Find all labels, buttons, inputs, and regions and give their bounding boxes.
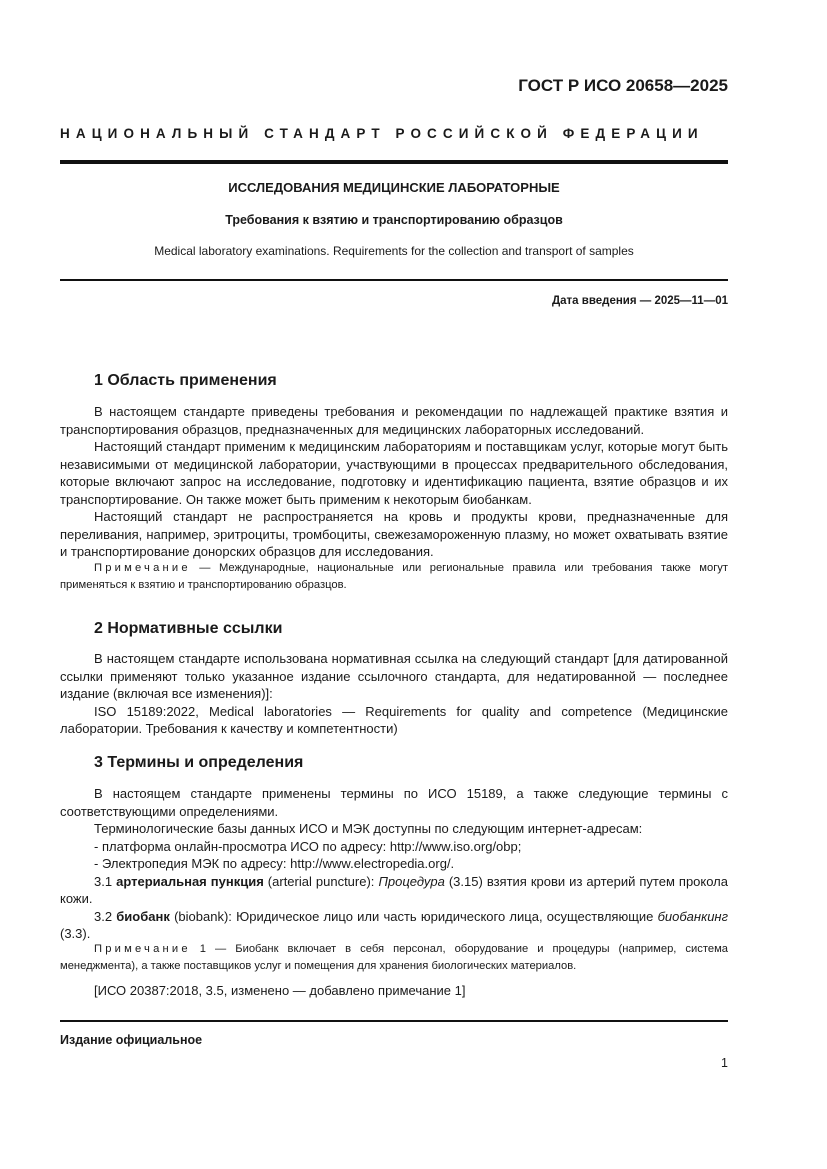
- section-2-body: [60, 650, 728, 738]
- introduction-date: Дата введения — 2025—11—01: [551, 295, 728, 307]
- term-3-1: 3.1 артериальная пункция (arterial puncture): Процедура (3.15) взятия крови из артерий путем прокола кожи.: [60, 873, 729, 906]
- document-subtitle: Требования к взятию и транспортированию образцов: [225, 213, 563, 227]
- section-3-body: [60, 785, 728, 943]
- note-text: — Международные, национальные или региональные правила или требования также могут применяться к взятию и транспортированию образцов.: [60, 562, 728, 591]
- footer-divider: [60, 1020, 728, 1022]
- note-text: 1 — Биобанк включает в себя персонал, оборудование и процедуры (например, система менеджмента), а также поставщиков услуг и помещения для хранения биологических материалов.: [60, 943, 728, 972]
- section-2-heading: 2 Нормативные ссылки: [94, 620, 283, 637]
- term-source: [ИСО 20387:2018, 3.5, изменено — добавлено примечание 1]: [94, 983, 466, 998]
- iso-obp-list-item: - платформа онлайн-просмотра ИСО по адресу: http://www.iso.org/obp;: [94, 838, 522, 854]
- title-divider: [60, 279, 728, 281]
- header-divider: [60, 160, 728, 164]
- section-1-paragraph-2: Настоящий стандарт применим к медицинским лабораториям и поставщикам услуг, которые могут быть независимыми от медицинской лаборатории, участвующими в процессах предварительного обследования, которые включают запрос на исследование, подготовку и идентификацию пациента, взятие образцов и их транспортирование. Он также может быть применим к некоторым биобанкам.: [60, 439, 728, 507]
- section-1-paragraph-1: В настоящем стандарте приведены требования и рекомендации по надлежащей практике взятия и транспортирования образцов, предназначенных для медицинских лабораторных исследований.: [60, 404, 728, 437]
- section-2-reference: ISO 15189:2022, Medical laboratories — Requirements for quality and competence (Медицинские лаборатории. Требования к качеству и компетентности): [60, 703, 728, 736]
- term-biobank: биобанк: [116, 908, 170, 924]
- note-label: Примечание: [94, 943, 191, 955]
- section-3-heading: 3 Термины и определения: [94, 754, 304, 771]
- page-number: 1: [721, 1056, 728, 1070]
- section-3-paragraph-2: Терминологические базы данных ИСО и МЭК доступны по следующим интернет-адресам:: [94, 821, 643, 836]
- section-3-note: [60, 941, 728, 975]
- electropedia-list-item: - Электропедия МЭК по адресу: http://www.electropedia.org/.: [94, 856, 455, 871]
- national-standard-title: НАЦИОНАЛЬНЫЙ СТАНДАРТ РОССИЙСКОЙ ФЕДЕРАЦИИ: [60, 126, 704, 141]
- note-label: Примечание: [94, 562, 191, 574]
- official-edition-label: Издание официальное: [60, 1033, 203, 1047]
- document-title: ИССЛЕДОВАНИЯ МЕДИЦИНСКИЕ ЛАБОРАТОРНЫЕ: [228, 180, 560, 195]
- section-2-paragraph-1: В настоящем стандарте использована нормативная ссылка на следующий стандарт [для датированной ссылки применяют только указанное издание ссылочного стандарта, для недатированной — последнее издание (включая все изменения)]:: [60, 651, 728, 701]
- standard-number: ГОСТ Р ИСО 20658—2025: [518, 76, 728, 95]
- section-3-paragraph-1: В настоящем стандарте применены термины по ИСО 15189, а также следующие термины с соответствующими определениями.: [60, 786, 728, 819]
- section-1-heading: 1 Область применения: [94, 372, 277, 389]
- term-arterial-puncture: артериальная пункция: [116, 873, 264, 889]
- section-1-paragraph-3: Настоящий стандарт не распространяется на кровь и продукты крови, предназначенные для переливания, например, эритроциты, тромбоциты, свежезамороженную плазму, но может охватывать взятие и транспортирование донорских образцов для исследования.: [60, 509, 728, 559]
- section-1-body: [60, 403, 728, 561]
- english-title: Medical laboratory examinations. Requirements for the collection and transport of samples: [154, 244, 634, 258]
- section-1-note: [60, 560, 728, 594]
- term-3-2: 3.2 биобанк (biobank): Юридическое лицо или часть юридического лица, осуществляющие биобанкинг (3.3).: [60, 908, 728, 941]
